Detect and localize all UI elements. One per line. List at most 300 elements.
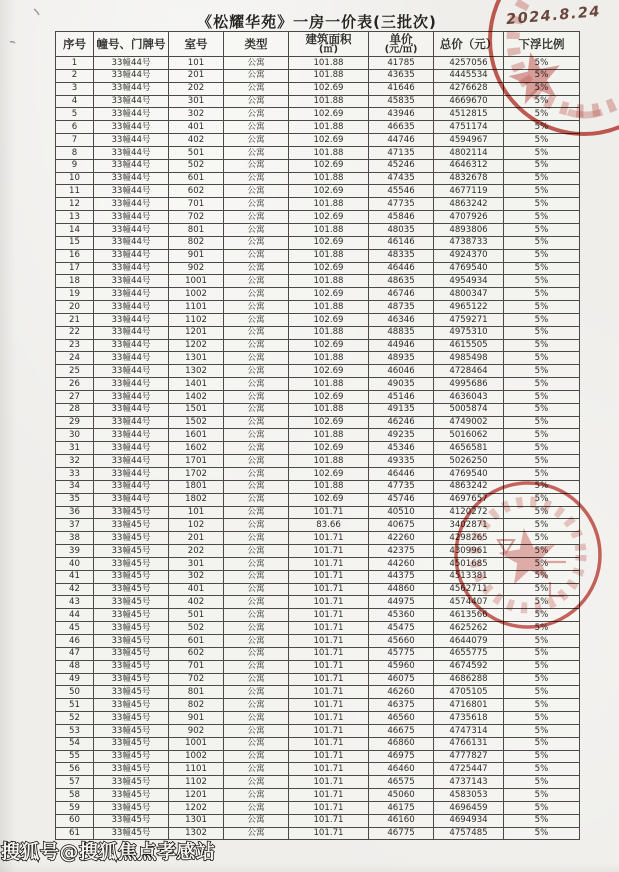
table-row: [56, 69, 580, 82]
table-cell: 公寓: [224, 134, 289, 147]
table-row: [56, 262, 580, 275]
table-cell: 33幢44号: [94, 301, 169, 314]
table-row: [56, 146, 580, 159]
table-cell: 102.69: [289, 339, 369, 352]
table-cell: 40: [56, 557, 94, 570]
table-cell: 1102: [169, 313, 224, 326]
table-cell: 46075: [369, 673, 434, 686]
table-cell: 33幢44号: [94, 480, 169, 493]
table-cell: 46775: [369, 827, 434, 840]
table-cell: 1102: [169, 776, 224, 789]
table-cell: 25: [56, 365, 94, 378]
table-cell: 24: [56, 352, 94, 365]
table-cell: 公寓: [224, 185, 289, 198]
table-cell: 902: [169, 724, 224, 737]
table-cell: 101.88: [289, 480, 369, 493]
table-header: [56, 32, 580, 57]
table-cell: 46375: [369, 699, 434, 712]
table-cell: 48835: [369, 326, 434, 339]
table-row: [56, 223, 580, 236]
table-cell: 公寓: [224, 57, 289, 70]
table-row: [56, 776, 580, 789]
table-cell: 37: [56, 519, 94, 532]
table-cell: 101.88: [289, 429, 369, 442]
table-cell: 5%: [504, 801, 580, 814]
table-cell: 5%: [504, 339, 580, 352]
table-cell: 43635: [369, 69, 434, 82]
table-row: [56, 750, 580, 763]
col-header-unit-price: 单价 (元/㎡): [369, 32, 434, 57]
table-cell: 32: [56, 455, 94, 468]
document-title: 《松耀华苑》一房一价表(三批次): [197, 13, 437, 31]
table-cell: 33幢44号: [94, 429, 169, 442]
table-row: [56, 275, 580, 288]
table-cell: 17: [56, 262, 94, 275]
table-cell: 48635: [369, 275, 434, 288]
table-cell: 4615505: [434, 339, 504, 352]
table-cell: 4985498: [434, 352, 504, 365]
table-cell: 5%: [504, 159, 580, 172]
table-cell: 公寓: [224, 108, 289, 121]
table-cell: 33幢45号: [94, 532, 169, 545]
table-cell: 44946: [369, 339, 434, 352]
table-cell: 33幢44号: [94, 236, 169, 249]
table-cell: 5%: [504, 647, 580, 660]
table-cell: 公寓: [224, 660, 289, 673]
table-cell: 101.88: [289, 352, 369, 365]
table-cell: 1002: [169, 288, 224, 301]
table-cell: 5%: [504, 146, 580, 159]
table-cell: 5%: [504, 262, 580, 275]
table-cell: 公寓: [224, 442, 289, 455]
table-cell: 4512815: [434, 108, 504, 121]
table-cell: 1502: [169, 416, 224, 429]
table-cell: 45746: [369, 493, 434, 506]
table-cell: 101.88: [289, 146, 369, 159]
table-cell: 101.71: [289, 622, 369, 635]
table-cell: 44375: [369, 570, 434, 583]
table-cell: 33幢45号: [94, 737, 169, 750]
table-cell: 18: [56, 275, 94, 288]
table-cell: 4757485: [434, 827, 504, 840]
table-cell: 45: [56, 622, 94, 635]
table-cell: 4728464: [434, 365, 504, 378]
table-cell: 公寓: [224, 686, 289, 699]
table-cell: 46446: [369, 468, 434, 481]
table-cell: 5%: [504, 403, 580, 416]
table-cell: 26: [56, 378, 94, 391]
table-cell: 49035: [369, 378, 434, 391]
table-cell: 45775: [369, 647, 434, 660]
table-row: [56, 557, 580, 570]
table-cell: 1201: [169, 789, 224, 802]
table-cell: 23: [56, 339, 94, 352]
table-row: [56, 185, 580, 198]
table-cell: 45246: [369, 159, 434, 172]
table-cell: 14: [56, 223, 94, 236]
table-row: [56, 506, 580, 519]
table-cell: 702: [169, 673, 224, 686]
table-cell: 4644079: [434, 634, 504, 647]
table-cell: 901: [169, 249, 224, 262]
table-cell: 4800347: [434, 288, 504, 301]
col-header-discount: 下浮比例: [504, 32, 580, 57]
table-cell: 5%: [504, 378, 580, 391]
table-cell: 公寓: [224, 673, 289, 686]
table-cell: 4655775: [434, 647, 504, 660]
table-cell: 702: [169, 211, 224, 224]
table-cell: 5%: [504, 763, 580, 776]
table-cell: 45360: [369, 609, 434, 622]
table-cell: 1302: [169, 827, 224, 840]
table-cell: 公寓: [224, 468, 289, 481]
table-cell: 4995686: [434, 378, 504, 391]
table-cell: 33幢44号: [94, 442, 169, 455]
table-cell: 101.88: [289, 69, 369, 82]
table-cell: 4735618: [434, 712, 504, 725]
table-cell: 16: [56, 249, 94, 262]
table-cell: 5%: [504, 480, 580, 493]
table-cell: 公寓: [224, 288, 289, 301]
table-cell: 101.88: [289, 378, 369, 391]
table-cell: 5%: [504, 429, 580, 442]
table-cell: 5%: [504, 622, 580, 635]
table-cell: 公寓: [224, 429, 289, 442]
table-cell: 33幢44号: [94, 493, 169, 506]
table-cell: 7: [56, 134, 94, 147]
table-cell: 公寓: [224, 172, 289, 185]
table-cell: 5%: [504, 814, 580, 827]
table-cell: 45346: [369, 442, 434, 455]
table-cell: 46675: [369, 724, 434, 737]
table-cell: 101.71: [289, 583, 369, 596]
table-cell: 5%: [504, 468, 580, 481]
table-cell: 102.69: [289, 134, 369, 147]
table-row: [56, 378, 580, 391]
table-cell: 4766131: [434, 737, 504, 750]
table-cell: 102.69: [289, 468, 369, 481]
table-cell: 4309961: [434, 545, 504, 558]
table-cell: 公寓: [224, 750, 289, 763]
table-cell: 公寓: [224, 416, 289, 429]
table-cell: 33幢45号: [94, 545, 169, 558]
table-cell: 44: [56, 609, 94, 622]
table-row: [56, 596, 580, 609]
table-cell: 201: [169, 69, 224, 82]
table-cell: 44975: [369, 596, 434, 609]
table-cell: 102.69: [289, 82, 369, 95]
table-cell: 1702: [169, 468, 224, 481]
table-cell: 公寓: [224, 763, 289, 776]
table-row: [56, 634, 580, 647]
table-cell: 49135: [369, 403, 434, 416]
table-cell: 33幢44号: [94, 134, 169, 147]
table-cell: 5%: [504, 249, 580, 262]
table-cell: 33幢45号: [94, 660, 169, 673]
table-cell: 33幢44号: [94, 262, 169, 275]
table-cell: 46175: [369, 801, 434, 814]
table-cell: 46: [56, 634, 94, 647]
table-cell: 公寓: [224, 827, 289, 840]
table-row: [56, 763, 580, 776]
table-cell: 5%: [504, 326, 580, 339]
table-cell: 101.71: [289, 660, 369, 673]
table-cell: 102.69: [289, 159, 369, 172]
table-cell: 33幢44号: [94, 172, 169, 185]
table-cell: 5%: [504, 750, 580, 763]
table-row: [56, 313, 580, 326]
table-row: [56, 57, 580, 70]
table-cell: 4694934: [434, 814, 504, 827]
table-row: [56, 493, 580, 506]
table-cell: 102.69: [289, 288, 369, 301]
table-cell: 5%: [504, 673, 580, 686]
table-cell: 48335: [369, 249, 434, 262]
table-cell: 42375: [369, 545, 434, 558]
table-cell: 33幢44号: [94, 146, 169, 159]
table-cell: 49335: [369, 455, 434, 468]
table-cell: 6: [56, 121, 94, 134]
table-cell: 101.71: [289, 596, 369, 609]
table-cell: 5%: [504, 275, 580, 288]
table-cell: 33幢45号: [94, 583, 169, 596]
table-cell: 41646: [369, 82, 434, 95]
table-cell: 公寓: [224, 493, 289, 506]
table-cell: 59: [56, 801, 94, 814]
table-cell: 46260: [369, 686, 434, 699]
table-cell: 101.71: [289, 545, 369, 558]
table-row: [56, 545, 580, 558]
table-cell: 公寓: [224, 159, 289, 172]
table-row: [56, 211, 580, 224]
table-cell: 102.69: [289, 211, 369, 224]
table-cell: 47435: [369, 172, 434, 185]
table-cell: 33幢44号: [94, 390, 169, 403]
table-cell: 4636043: [434, 390, 504, 403]
table-cell: 5%: [504, 313, 580, 326]
table-cell: 47735: [369, 480, 434, 493]
table-cell: 4705105: [434, 686, 504, 699]
table-cell: 公寓: [224, 95, 289, 108]
table-cell: 102.69: [289, 313, 369, 326]
table-cell: 52: [56, 712, 94, 725]
table-cell: 公寓: [224, 789, 289, 802]
table-cell: 61: [56, 827, 94, 840]
table-cell: 45660: [369, 634, 434, 647]
table-cell: 5%: [504, 134, 580, 147]
table-cell: 31: [56, 442, 94, 455]
table-cell: 33幢45号: [94, 686, 169, 699]
table-cell: 4298265: [434, 532, 504, 545]
table-cell: 5%: [504, 82, 580, 95]
table-cell: 4669670: [434, 95, 504, 108]
col-header-serial: 序号: [56, 32, 94, 57]
table-cell: 50: [56, 686, 94, 699]
table-cell: 公寓: [224, 313, 289, 326]
table-cell: 601: [169, 172, 224, 185]
table-cell: 33幢45号: [94, 750, 169, 763]
table-cell: 4513381: [434, 570, 504, 583]
table-cell: 5%: [504, 737, 580, 750]
table-cell: 8: [56, 146, 94, 159]
table-cell: 36: [56, 506, 94, 519]
table-cell: 101.71: [289, 737, 369, 750]
watermark-text: 搜狐号@搜狐焦点孝感站: [1, 841, 216, 863]
table-cell: 5%: [504, 223, 580, 236]
table-cell: 5%: [504, 493, 580, 506]
table-cell: 101: [169, 57, 224, 70]
table-cell: 4893806: [434, 223, 504, 236]
table-cell: 102.69: [289, 185, 369, 198]
table-cell: 20: [56, 301, 94, 314]
table-row: [56, 121, 580, 134]
table-cell: 102.69: [289, 390, 369, 403]
table-cell: 1301: [169, 814, 224, 827]
table-cell: 83.66: [289, 519, 369, 532]
table-row: [56, 403, 580, 416]
table-cell: 5%: [504, 699, 580, 712]
table-cell: 33幢44号: [94, 223, 169, 236]
table-cell: 46046: [369, 365, 434, 378]
table-row: [56, 134, 580, 147]
table-cell: 44860: [369, 583, 434, 596]
table-cell: 46746: [369, 288, 434, 301]
table-row: [56, 699, 580, 712]
table-cell: 1302: [169, 365, 224, 378]
table-cell: 4738733: [434, 236, 504, 249]
table-cell: 公寓: [224, 403, 289, 416]
table-cell: 1001: [169, 275, 224, 288]
table-cell: 202: [169, 545, 224, 558]
table-cell: 33幢44号: [94, 82, 169, 95]
col-header-building: 幢号、门牌号: [94, 32, 169, 57]
table-cell: 33幢45号: [94, 622, 169, 635]
table-cell: 101.88: [289, 223, 369, 236]
table-row: [56, 108, 580, 121]
table-cell: 101.71: [289, 827, 369, 840]
table-cell: 4120272: [434, 506, 504, 519]
table-cell: 4737143: [434, 776, 504, 789]
table-cell: 101.71: [289, 532, 369, 545]
table-cell: 5%: [504, 121, 580, 134]
table-cell: 33幢45号: [94, 673, 169, 686]
table-cell: 4686288: [434, 673, 504, 686]
table-cell: 33幢45号: [94, 776, 169, 789]
table-cell: 公寓: [224, 301, 289, 314]
table-cell: 1201: [169, 326, 224, 339]
table-cell: 40510: [369, 506, 434, 519]
table-row: [56, 249, 580, 262]
table-cell: 4954934: [434, 275, 504, 288]
table-row: [56, 326, 580, 339]
table-row: [56, 198, 580, 211]
table-cell: 公寓: [224, 724, 289, 737]
table-cell: 5%: [504, 301, 580, 314]
table-cell: 101.71: [289, 609, 369, 622]
table-cell: 48035: [369, 223, 434, 236]
table-cell: 101.71: [289, 634, 369, 647]
table-cell: 201: [169, 532, 224, 545]
col-header-type: 类型: [224, 32, 289, 57]
table-cell: 47735: [369, 198, 434, 211]
table-cell: 33幢44号: [94, 313, 169, 326]
table-cell: 4725447: [434, 763, 504, 776]
table-cell: 33幢44号: [94, 352, 169, 365]
table-cell: 公寓: [224, 609, 289, 622]
table-cell: 101.71: [289, 789, 369, 802]
table-cell: 46560: [369, 712, 434, 725]
table-cell: 102.69: [289, 442, 369, 455]
table-row: [56, 416, 580, 429]
table-cell: 公寓: [224, 570, 289, 583]
table-cell: 4759271: [434, 313, 504, 326]
table-cell: 46635: [369, 121, 434, 134]
table-cell: 101.71: [289, 570, 369, 583]
table-row: [56, 390, 580, 403]
table-cell: 47: [56, 647, 94, 660]
table-cell: 101.71: [289, 776, 369, 789]
table-cell: 4749002: [434, 416, 504, 429]
table-cell: 701: [169, 660, 224, 673]
table-cell: 801: [169, 686, 224, 699]
table-cell: 1602: [169, 442, 224, 455]
price-table: [55, 31, 580, 840]
table-cell: 33幢44号: [94, 365, 169, 378]
table-cell: 33幢45号: [94, 557, 169, 570]
table-cell: 4707926: [434, 211, 504, 224]
table-cell: 33幢44号: [94, 108, 169, 121]
table-cell: 33幢44号: [94, 95, 169, 108]
table-cell: 公寓: [224, 365, 289, 378]
header-row: [56, 32, 580, 57]
table-row: [56, 801, 580, 814]
table-cell: 4697657: [434, 493, 504, 506]
table-cell: 4747314: [434, 724, 504, 737]
table-cell: 30: [56, 429, 94, 442]
table-cell: 1402: [169, 390, 224, 403]
table-cell: 33幢45号: [94, 712, 169, 725]
table-cell: 33幢45号: [94, 801, 169, 814]
table-cell: 33幢44号: [94, 468, 169, 481]
table-row: [56, 468, 580, 481]
table-cell: 101.88: [289, 326, 369, 339]
table-cell: 公寓: [224, 699, 289, 712]
table-cell: 4832678: [434, 172, 504, 185]
table-cell: 58: [56, 789, 94, 802]
table-cell: 1202: [169, 801, 224, 814]
table-cell: 公寓: [224, 622, 289, 635]
table-row: [56, 455, 580, 468]
table-cell: 33幢44号: [94, 326, 169, 339]
table-cell: 33幢45号: [94, 634, 169, 647]
table-cell: 502: [169, 159, 224, 172]
table-row: [56, 288, 580, 301]
table-cell: 4863242: [434, 480, 504, 493]
table-cell: 45146: [369, 390, 434, 403]
table-cell: 101.88: [289, 403, 369, 416]
table-cell: 5%: [504, 634, 580, 647]
table-cell: 3402871: [434, 519, 504, 532]
col-header-room: 室号: [169, 32, 224, 57]
table-cell: 46160: [369, 814, 434, 827]
table-cell: 4: [56, 95, 94, 108]
table-cell: 33幢45号: [94, 827, 169, 840]
table-cell: 4677119: [434, 185, 504, 198]
table-cell: 公寓: [224, 776, 289, 789]
table-cell: 5%: [504, 365, 580, 378]
table-cell: 802: [169, 699, 224, 712]
table-cell: 43: [56, 596, 94, 609]
